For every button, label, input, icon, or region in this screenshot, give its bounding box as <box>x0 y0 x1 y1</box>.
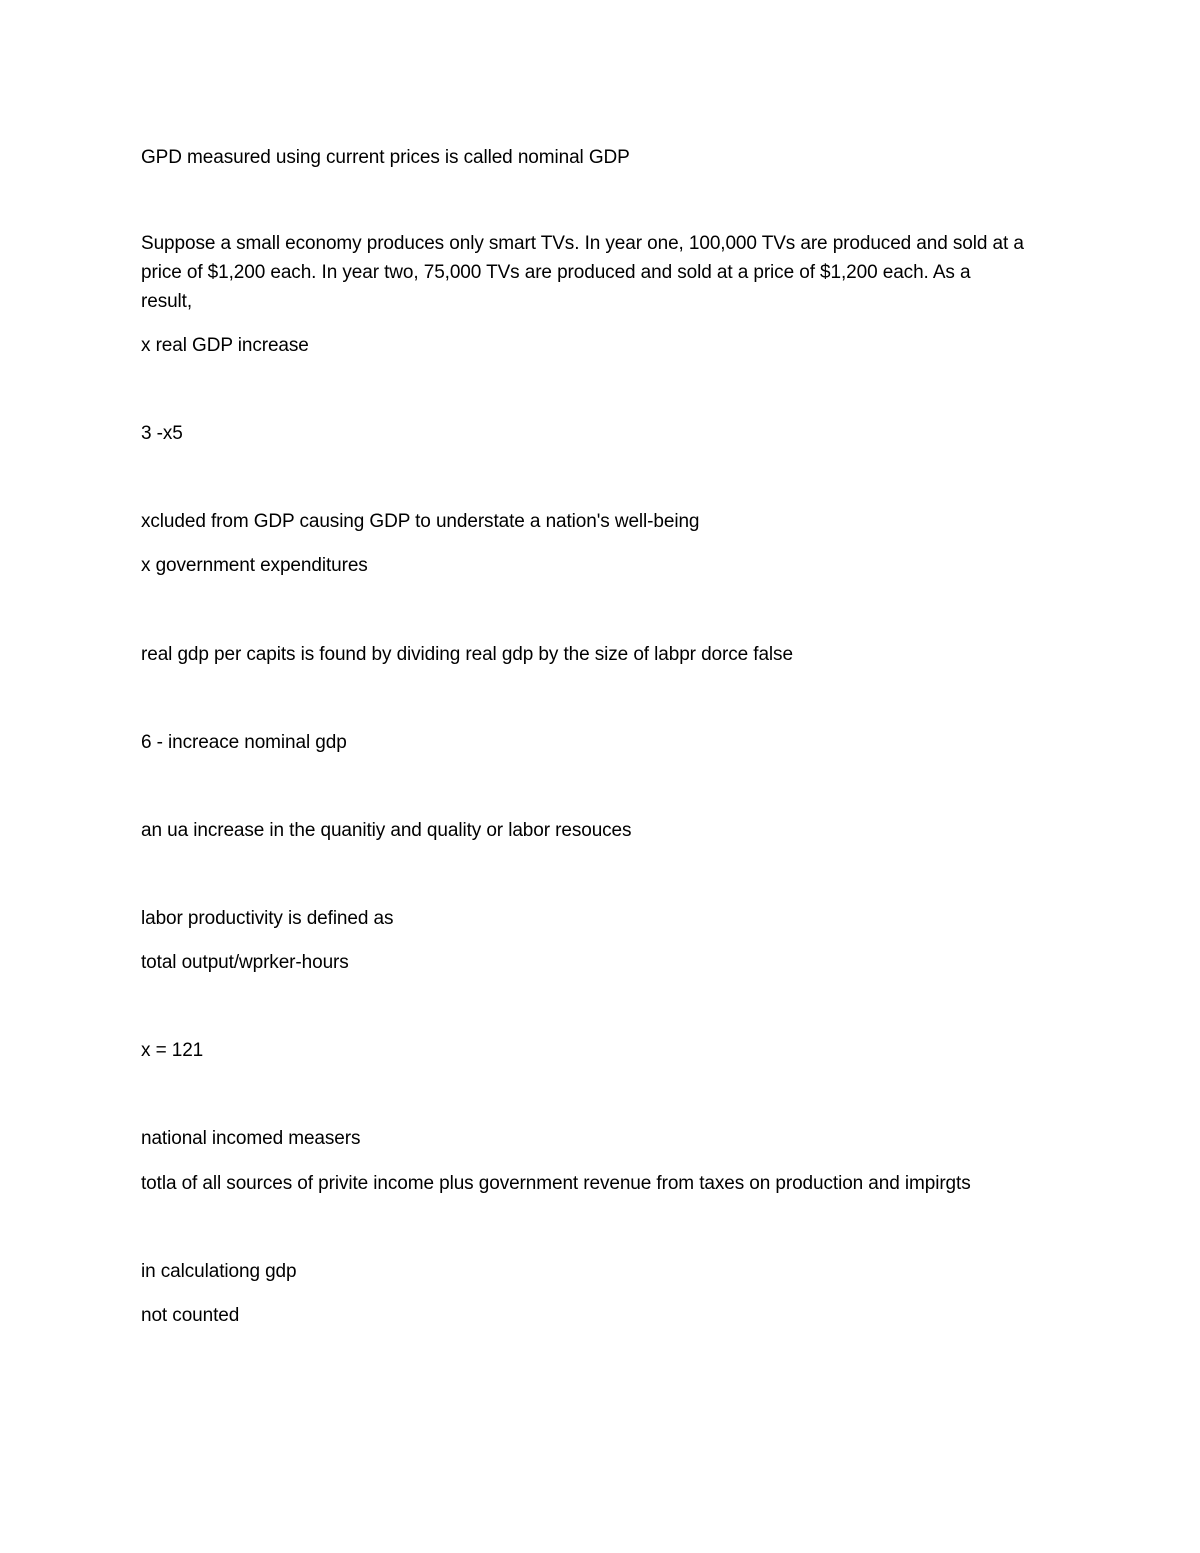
text-line-answer-real-gdp: x real GDP increase <box>141 335 309 356</box>
text-line-3-x5: 3 -x5 <box>141 423 183 444</box>
text-line-x-equals-121: x = 121 <box>141 1040 204 1061</box>
text-line-question-tvs-2: price of $1,200 each. In year two, 75,000 TVs are produced and sold at a price of $1,200 each. As a <box>141 262 971 283</box>
text-line-question-tvs-3: result, <box>141 291 193 312</box>
text-line-nominal-gdp: GPD measured using current prices is called nominal GDP <box>141 147 630 168</box>
text-line-real-gdp-per-capita: real gdp per capits is found by dividing real gdp by the size of labpr dorce false <box>141 644 793 665</box>
text-line-total-private-income: totla of all sources of privite income plus government revenue from taxes on production and impirgts <box>141 1173 971 1194</box>
text-line-increase-nominal-gdp: 6 - increace nominal gdp <box>141 732 347 753</box>
text-line-not-counted: not counted <box>141 1305 240 1326</box>
text-line-question-tvs-1: Suppose a small economy produces only smart TVs. In year one, 100,000 TVs are produced and sold at a <box>141 233 1024 254</box>
text-line-total-output: total output/wprker-hours <box>141 952 349 973</box>
text-line-excluded-from-gdp: xcluded from GDP causing GDP to understate a nation's well-being <box>141 511 700 532</box>
text-line-labor-resources: an ua increase in the quanitiy and quality or labor resouces <box>141 820 632 841</box>
text-line-labor-productivity: labor productivity is defined as <box>141 908 394 929</box>
text-line-government-expenditures: x government expenditures <box>141 555 368 576</box>
text-line-calculating-gdp: in calculationg gdp <box>141 1261 297 1282</box>
text-line-national-income: national incomed measers <box>141 1128 361 1149</box>
